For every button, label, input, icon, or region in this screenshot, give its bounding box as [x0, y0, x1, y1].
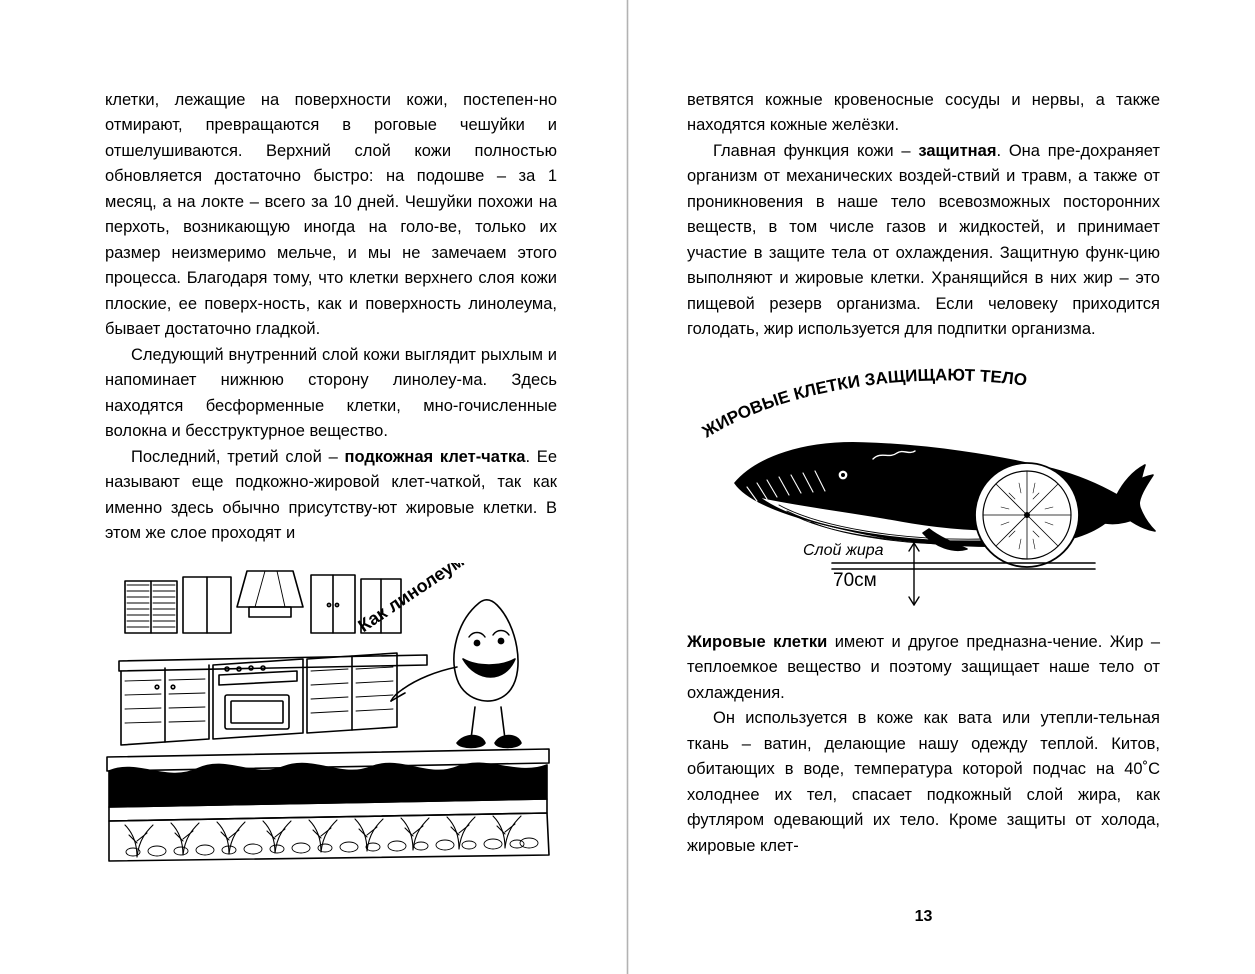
figure-caption: Как линолеум!: [354, 562, 473, 636]
paragraph-suffix: имеют и другое предназна-чение. Жир – теплоемкое вещество и поэтому защищает наше тело от охлаждения.: [687, 632, 1160, 702]
paragraph-text: Следующий внутренний слой кожи выглядит рыхлым и напоминает нижнюю сторону линолеу-ма. Здесь находятся бесформенные клетки, мно-гочисленные волокна и бесструктурное вещество.: [105, 345, 557, 441]
paragraph-text: Он используется в коже как вата или утепли-тельная ткань – ватин, делающие нашу одежду теплой. Китов, обитающих в воде, температура которой подчас на 40˚С холоднее их тел, спасает подкожный слой жира, как футляром одевающий их тело. Кроме защиты от холода, жировые клет-: [687, 709, 1160, 855]
whale-figure: [687, 359, 1160, 630]
kitchen-figure: [105, 563, 557, 868]
paragraph-text-mixed: [687, 139, 1160, 343]
left-page: [0, 0, 627, 974]
paragraph-suffix: . Ее называют еще подкожно-жировой клет-чаткой, так как именно здесь обычно присутству-ют жировые клетки. В этом же слое проходят и: [105, 447, 557, 543]
paragraph-prefix: Главная функция кожи –: [713, 141, 919, 160]
paragraph-suffix: . Она пре-дохраняет организм от механических воздей-ствий и травм, а также от проникновения в наше тело всевозможных посторонних веществ, в том числе газов и жидкостей, и принимает участие в защите тела от охлаждения. Защитную функ-цию выполняют и жировые клетки. Хранящийся в них жир – это пищевой резерв организма. Если человеку приходится голодать, жир используется для подпитки организма.: [687, 141, 1160, 339]
paragraph-text-mixed: [687, 630, 1160, 706]
paragraph-text-mixed: [105, 445, 557, 547]
paragraph-text: клетки, лежащие на поверхности кожи, постепен-но отмирают, превращаются в роговые чешуйки и отшелушиваются. Верхний слой кожи полностью обновляется достаточно быстро: на подошве – за 1 месяц, а на локте – всего за 10 дней. Чешуйки похожи на перхоть, возникающую иногда на голо-ве, только их размер неизмеримо мельче, и мы не замечаем этого процесса. Благодаря тому, что клетки верхнего слоя кожи плоские, ее поверх-ность, как и поверхность линолеума, бывает достаточно гладкой.: [105, 91, 557, 339]
term-bold: защитная: [918, 141, 997, 160]
figure-title: ЖИРОВЫЕ КЛЕТКИ ЗАЩИЩАЮТ ТЕЛО: [698, 365, 1029, 442]
kitchen-linoleum-illustration: [97, 563, 557, 863]
figure-label-thickness: 70см: [833, 569, 877, 591]
term-bold: подкожная клет-чатка: [344, 447, 526, 466]
figure-label-layer: Слой жира: [803, 541, 884, 559]
right-page: [627, 0, 1255, 974]
term-bold: Жировые клетки: [687, 632, 828, 651]
paragraph-text: ветвятся кожные кровеносные сосуды и нервы, а также находятся кожные желёзки.: [687, 91, 1160, 135]
paragraph-prefix: Последний, третий слой –: [131, 447, 345, 466]
page-number: 13: [914, 908, 933, 925]
whale-fat-layer-illustration: [687, 365, 1157, 615]
